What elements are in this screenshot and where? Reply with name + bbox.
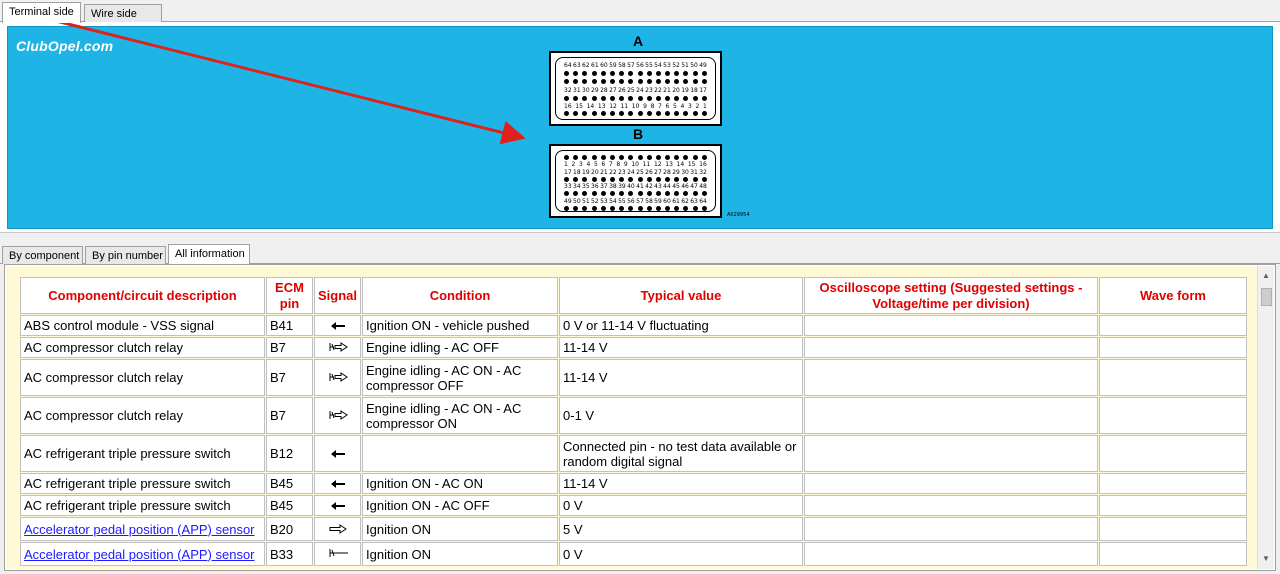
ecm-pin-table [19, 276, 1248, 567]
pin-number: 28 [600, 87, 608, 94]
input-arrow-icon [330, 476, 346, 492]
table-row [20, 397, 1247, 434]
pin-number: 20 [672, 87, 680, 94]
pin-number: 4 [680, 103, 685, 110]
col-header-oscilloscope: Oscilloscope setting (Suggested settings - Voltage/time per division) [804, 277, 1098, 314]
pin-socket [619, 206, 624, 211]
pin-number: 1 [564, 161, 568, 168]
input-arrow-icon [330, 318, 346, 334]
connector-a-label: A [633, 33, 644, 49]
pin-number: 61 [672, 198, 680, 205]
cell-ecm-pin: B45 [266, 473, 313, 494]
pin-number: 49 [699, 62, 707, 69]
cell-component: AC compressor clutch relay [20, 337, 265, 358]
cell-signal [314, 495, 361, 516]
cell-wave-form [1099, 397, 1247, 434]
ground-output-icon [328, 408, 348, 424]
pin-number: 60 [600, 62, 608, 69]
pin-number: 58 [645, 198, 653, 205]
pin-number: 15 [575, 103, 583, 110]
pin-number: 45 [672, 183, 680, 190]
pin-number: 52 [672, 62, 680, 69]
pin-number: 10 [631, 103, 640, 110]
cell-oscilloscope [804, 517, 1098, 541]
pin-number: 13 [597, 103, 606, 110]
pin-number: 26 [645, 169, 653, 176]
cell-signal [314, 359, 361, 396]
pin-number: 28 [663, 169, 671, 176]
cell-ecm-pin: B20 [266, 517, 313, 541]
pin-number: 64 [564, 62, 572, 69]
pin-number: 12 [653, 161, 662, 168]
pin-number: 58 [618, 62, 626, 69]
watermark-logo: ClubOpel.com [16, 38, 114, 54]
pin-number: 37 [600, 183, 608, 190]
pin-number: 34 [573, 183, 581, 190]
col-header-signal: Signal [314, 277, 361, 314]
pin-number: 56 [636, 62, 644, 69]
cell-condition [362, 435, 558, 472]
pin-number: 51 [582, 198, 590, 205]
cell-component: AC refrigerant triple pressure switch [20, 495, 265, 516]
col-header-ecm-pin: ECM pin [266, 277, 313, 314]
cell-ecm-pin: B33 [266, 542, 313, 566]
pin-number: 22 [609, 169, 617, 176]
pin-number: 54 [609, 198, 617, 205]
pin-number: 25 [636, 169, 644, 176]
cell-component: ABS control module - VSS signal [20, 315, 265, 336]
cell-wave-form [1099, 542, 1247, 566]
cell-oscilloscope [804, 359, 1098, 396]
cell-signal [314, 542, 361, 566]
pin-number: 1 [702, 103, 707, 110]
col-header-condition: Condition [362, 277, 558, 314]
cell-typical-value: Connected pin - no test data available or random digital signal [559, 435, 803, 472]
pin-number: 27 [654, 169, 662, 176]
pin-number: 63 [690, 198, 698, 205]
pin-number: 31 [690, 169, 698, 176]
vertical-scrollbar[interactable] [1257, 266, 1274, 569]
scroll-down-icon[interactable]: ▼ [1262, 554, 1270, 563]
pin-number: 15 [687, 161, 696, 168]
cell-ecm-pin: B41 [266, 315, 313, 336]
ground-input-icon [327, 546, 349, 562]
pin-number: 6 [665, 103, 670, 110]
cell-signal [314, 397, 361, 434]
pin-number: 29 [591, 87, 599, 94]
pin-number: 59 [609, 62, 617, 69]
pin-number: 57 [627, 62, 635, 69]
pin-number: 12 [609, 103, 617, 110]
cell-typical-value: 11-14 V [559, 359, 803, 396]
cell-wave-form [1099, 337, 1247, 358]
cell-typical-value: 11-14 V [559, 473, 803, 494]
pin-number: 44 [663, 183, 671, 190]
cell-condition: Ignition ON [362, 542, 558, 566]
pin-number: 52 [591, 198, 599, 205]
cell-component [20, 517, 265, 541]
cell-condition: Ignition ON - vehicle pushed [362, 315, 558, 336]
cell-typical-value: 0 V [559, 542, 803, 566]
pin-number: 11 [642, 161, 651, 168]
pin-number: 46 [681, 183, 689, 190]
pin-number: 8 [650, 103, 655, 110]
pin-socket [683, 206, 688, 211]
pin-number: 35 [582, 183, 590, 190]
pin-number: 62 [681, 198, 689, 205]
cell-component: AC refrigerant triple pressure switch [20, 473, 265, 494]
pin-number: 40 [627, 183, 635, 190]
pin-number: 18 [690, 87, 698, 94]
pin-number: 21 [600, 169, 608, 176]
pin-number: 16 [699, 161, 707, 168]
pin-number: 2 [695, 103, 700, 110]
pin-number: 20 [591, 169, 599, 176]
input-arrow-icon [330, 446, 346, 462]
pin-number: 63 [573, 62, 581, 69]
pin-number: 9 [643, 103, 647, 110]
cell-typical-value: 0 V [559, 495, 803, 516]
pin-number: 50 [573, 198, 581, 205]
cell-component: AC compressor clutch relay [20, 359, 265, 396]
pin-number: 24 [627, 169, 635, 176]
pin-number: 39 [618, 183, 626, 190]
pin-number: 30 [681, 169, 689, 176]
table-row [20, 473, 1247, 494]
ground-output-icon [328, 370, 348, 386]
cell-component: AC compressor clutch relay [20, 397, 265, 434]
pin-socket [610, 206, 615, 211]
pin-socket [628, 206, 633, 211]
cell-signal [314, 337, 361, 358]
pin-number: 7 [658, 103, 662, 110]
pin-number: 13 [665, 161, 673, 168]
pin-number: 54 [654, 62, 662, 69]
col-header-typical-value: Typical value [559, 277, 803, 314]
pin-number: 23 [618, 169, 626, 176]
pin-number: 56 [627, 198, 635, 205]
pin-number: 17 [564, 169, 572, 176]
supply-output-icon [329, 521, 347, 537]
cell-component: AC refrigerant triple pressure switch [20, 435, 265, 472]
pin-number: 5 [593, 161, 598, 168]
pin-number: 33 [564, 183, 572, 190]
pin-socket [693, 206, 698, 211]
pin-number: 9 [623, 161, 628, 168]
pin-number: 14 [586, 103, 595, 110]
tab-terminal-side[interactable]: Terminal side [2, 2, 81, 23]
pin-number: 2 [571, 161, 576, 168]
pin-socket [674, 206, 679, 211]
cell-condition: Engine idling - AC ON - AC compressor OFF [362, 359, 558, 396]
cell-oscilloscope [804, 435, 1098, 472]
pin-socket [601, 206, 606, 211]
tab-by-pin-number[interactable]: By pin number [85, 246, 166, 264]
pin-socket [665, 206, 670, 211]
diagram-ref-code: A029954 [727, 212, 750, 218]
pin-number: 48 [699, 183, 707, 190]
tab-by-component[interactable]: By component [2, 246, 83, 264]
pin-number: 36 [591, 183, 599, 190]
table-row [20, 435, 1247, 472]
pin-number: 25 [627, 87, 635, 94]
table-row [20, 542, 1247, 566]
pin-number: 11 [620, 103, 629, 110]
cell-oscilloscope [804, 315, 1098, 336]
pin-number: 53 [663, 62, 671, 69]
pin-number: 19 [681, 87, 689, 94]
pin-socket [656, 206, 661, 211]
pin-number: 5 [673, 103, 677, 110]
cell-oscilloscope [804, 542, 1098, 566]
cell-typical-value: 0-1 V [559, 397, 803, 434]
col-header-component: Component/circuit description [20, 277, 265, 314]
connector-diagram-panel [0, 22, 1280, 233]
pin-number: 31 [573, 87, 581, 94]
cell-condition: Ignition ON - AC ON [362, 473, 558, 494]
cell-oscilloscope [804, 337, 1098, 358]
tab-all-information[interactable]: All information [168, 244, 250, 264]
pin-number: 32 [564, 87, 572, 94]
pin-number: 16 [564, 103, 572, 110]
pin-number: 24 [636, 87, 644, 94]
cell-signal [314, 473, 361, 494]
pin-number: 23 [645, 87, 653, 94]
cell-condition: Engine idling - AC OFF [362, 337, 558, 358]
pin-number: 57 [636, 198, 644, 205]
pin-number: 10 [631, 161, 639, 168]
pin-number: 3 [578, 161, 583, 168]
cell-oscilloscope [804, 397, 1098, 434]
pin-number: 55 [618, 198, 626, 205]
info-tabs [0, 244, 1280, 264]
pin-number: 29 [672, 169, 680, 176]
pin-number: 51 [681, 62, 689, 69]
pin-number: 8 [616, 161, 621, 168]
table-row [20, 315, 1247, 336]
pin-number: 38 [609, 183, 617, 190]
cell-typical-value: 11-14 V [559, 337, 803, 358]
cell-condition: Engine idling - AC ON - AC compressor ON [362, 397, 558, 434]
pin-number: 4 [586, 161, 591, 168]
pin-socket [638, 206, 643, 211]
pin-number: 61 [591, 62, 599, 69]
cell-ecm-pin: B7 [266, 337, 313, 358]
pin-number: 3 [687, 103, 692, 110]
pin-number: 47 [690, 183, 698, 190]
cell-wave-form [1099, 359, 1247, 396]
pin-number: 53 [600, 198, 608, 205]
pin-socket [592, 206, 597, 211]
info-table-panel [4, 264, 1276, 571]
cell-wave-form [1099, 517, 1247, 541]
annotation-arrow [0, 0, 1280, 200]
pin-number: 22 [654, 87, 662, 94]
cell-wave-form [1099, 495, 1247, 516]
pin-number: 27 [609, 87, 617, 94]
cell-wave-form [1099, 473, 1247, 494]
input-arrow-icon [330, 498, 346, 514]
col-header-wave-form: Wave form [1099, 277, 1247, 314]
pin-number: 64 [699, 198, 707, 205]
pin-number: 59 [654, 198, 662, 205]
pin-socket [573, 206, 578, 211]
pin-number: 41 [636, 183, 644, 190]
pin-number: 49 [564, 198, 572, 205]
cell-ecm-pin: B45 [266, 495, 313, 516]
pin-number: 32 [699, 169, 707, 176]
cell-signal [314, 435, 361, 472]
connector-b-label: B [633, 126, 644, 142]
cell-oscilloscope [804, 495, 1098, 516]
cell-ecm-pin: B7 [266, 397, 313, 434]
cell-condition: Ignition ON [362, 517, 558, 541]
pin-number: 42 [645, 183, 653, 190]
table-row [20, 359, 1247, 396]
pin-socket [702, 206, 707, 211]
pin-number: 14 [676, 161, 685, 168]
cell-typical-value: 0 V or 11-14 V fluctuating [559, 315, 803, 336]
component-link[interactable]: Accelerator pedal position (APP) sensor [24, 546, 255, 562]
cell-oscilloscope [804, 473, 1098, 494]
pin-number: 50 [690, 62, 698, 69]
scroll-up-icon[interactable]: ▲ [1262, 271, 1270, 280]
pin-number: 55 [645, 62, 653, 69]
pin-number: 26 [618, 87, 626, 94]
pin-number: 6 [601, 161, 606, 168]
table-row [20, 337, 1247, 358]
cell-component [20, 542, 265, 566]
pin-number: 60 [663, 198, 671, 205]
cell-wave-form [1099, 315, 1247, 336]
pin-socket [582, 206, 587, 211]
cell-signal [314, 517, 361, 541]
scrollbar-thumb[interactable] [1261, 288, 1272, 306]
pin-number: 18 [573, 169, 581, 176]
cell-condition: Ignition ON - AC OFF [362, 495, 558, 516]
pin-number: 7 [608, 161, 613, 168]
cell-ecm-pin: B7 [266, 359, 313, 396]
pin-number: 19 [582, 169, 590, 176]
tab-wire-side[interactable]: Wire side [84, 4, 162, 22]
component-link[interactable]: Accelerator pedal position (APP) sensor [24, 521, 255, 537]
cell-ecm-pin: B12 [266, 435, 313, 472]
table-row [20, 495, 1247, 516]
pin-number: 62 [582, 62, 590, 69]
pin-socket [647, 206, 652, 211]
pin-number: 17 [699, 87, 707, 94]
ground-output-icon [328, 340, 348, 356]
pin-number: 43 [654, 183, 662, 190]
cell-typical-value: 5 V [559, 517, 803, 541]
pin-number: 30 [582, 87, 590, 94]
pin-socket [564, 206, 569, 211]
cell-signal [314, 315, 361, 336]
table-row [20, 517, 1247, 541]
cell-wave-form [1099, 435, 1247, 472]
pin-number: 21 [663, 87, 671, 94]
